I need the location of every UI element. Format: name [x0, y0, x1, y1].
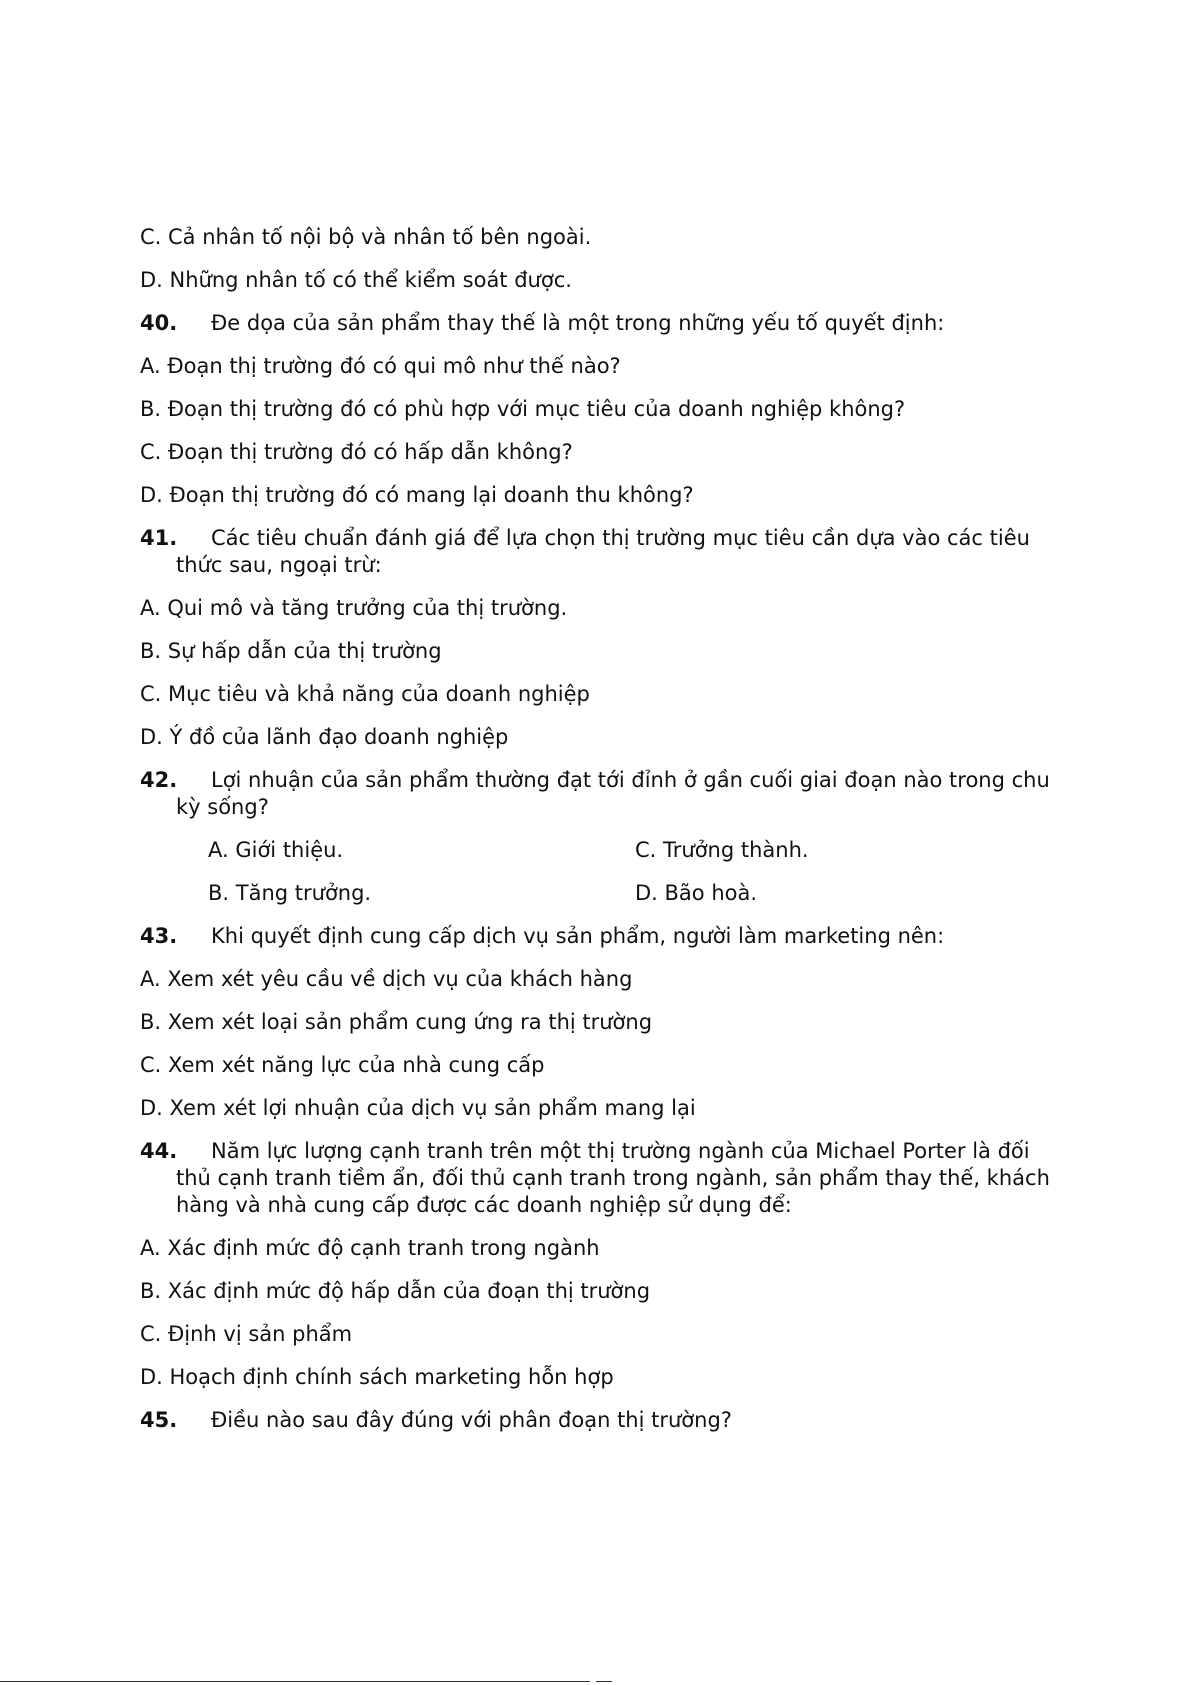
question-number: 44. — [140, 1139, 178, 1163]
option-line: B. Sự hấp dẫn của thị trường — [140, 639, 442, 663]
question-42 — [140, 767, 1060, 821]
question-text: Khi quyết định cung cấp dịch vụ sản phẩm, người làm marketing nên: — [211, 924, 945, 948]
option-line: D. Bão hoà. — [635, 881, 758, 905]
question-number: 41. — [140, 526, 178, 550]
option-line: C. Mục tiêu và khả năng của doanh nghiệp — [140, 682, 590, 706]
question-40 — [140, 310, 1060, 337]
option-line: C. Xem xét năng lực của nhà cung cấp — [140, 1053, 545, 1077]
question-text: Lợi nhuận của sản phẩm thường đạt tới đỉnh ở gần cuối giai đoạn nào trong chu kỳ sống? — [176, 768, 1050, 819]
option-line: D. Hoạch định chính sách marketing hỗn hợp — [140, 1365, 614, 1389]
option-line: A. Qui mô và tăng trưởng của thị trường. — [140, 596, 568, 620]
option-line: D. Ý đồ của lãnh đạo doanh nghiệp — [140, 725, 509, 749]
question-41 — [140, 525, 1060, 579]
option-line: A. Xác định mức độ cạnh tranh trong ngành — [140, 1236, 600, 1260]
question-text: Các tiêu chuẩn đánh giá để lựa chọn thị trường mục tiêu cần dựa vào các tiêu thức sau, ngoại trừ: — [176, 526, 1030, 577]
option-line: D. Xem xét lợi nhuận của dịch vụ sản phẩm mang lại — [140, 1096, 696, 1120]
question-number: 45. — [140, 1408, 178, 1432]
question-text: Điều nào sau đây đúng với phân đoạn thị trường? — [211, 1408, 732, 1432]
option-line: B. Tăng trưởng. — [208, 881, 372, 905]
document-page — [140, 224, 1060, 1450]
footer-divider — [596, 1681, 612, 1682]
question-number: 42. — [140, 768, 178, 792]
footer-divider — [0, 1681, 590, 1682]
option-line: B. Xác định mức độ hấp dẫn của đoạn thị trường — [140, 1279, 651, 1303]
option-line: A. Xem xét yêu cầu về dịch vụ của khách hàng — [140, 967, 633, 991]
question-text: Năm lực lượng cạnh tranh trên một thị trường ngành của Michael Porter là đối thủ cạnh tranh tiềm ẩn, đối thủ cạnh tranh trong ngành, sản phẩm thay thế, khách hàng và nhà cung cấp được các doanh nghiệp sử dụng để: — [176, 1139, 1050, 1217]
option-line: C. Đoạn thị trường đó có hấp dẫn không? — [140, 440, 573, 464]
option-line: C. Cả nhân tố nội bộ và nhân tố bên ngoài. — [140, 225, 592, 249]
option-line: A. Giới thiệu. — [208, 838, 344, 862]
question-43 — [140, 923, 1060, 950]
option-grid — [208, 837, 1060, 907]
option-line: D. Đoạn thị trường đó có mang lại doanh thu không? — [140, 483, 694, 507]
option-line: A. Đoạn thị trường đó có qui mô như thế nào? — [140, 354, 621, 378]
option-line: C. Trưởng thành. — [635, 838, 809, 862]
option-line: B. Đoạn thị trường đó có phù hợp với mục tiêu của doanh nghiệp không? — [140, 397, 906, 421]
question-text: Đe dọa của sản phẩm thay thế là một trong những yếu tố quyết định: — [211, 311, 945, 335]
option-line: B. Xem xét loại sản phẩm cung ứng ra thị trường — [140, 1010, 653, 1034]
question-number: 43. — [140, 924, 178, 948]
option-line: D. Những nhân tố có thể kiểm soát được. — [140, 268, 572, 292]
question-44 — [140, 1138, 1060, 1219]
question-number: 40. — [140, 311, 178, 335]
question-45 — [140, 1407, 1060, 1434]
option-line: C. Định vị sản phẩm — [140, 1322, 353, 1346]
